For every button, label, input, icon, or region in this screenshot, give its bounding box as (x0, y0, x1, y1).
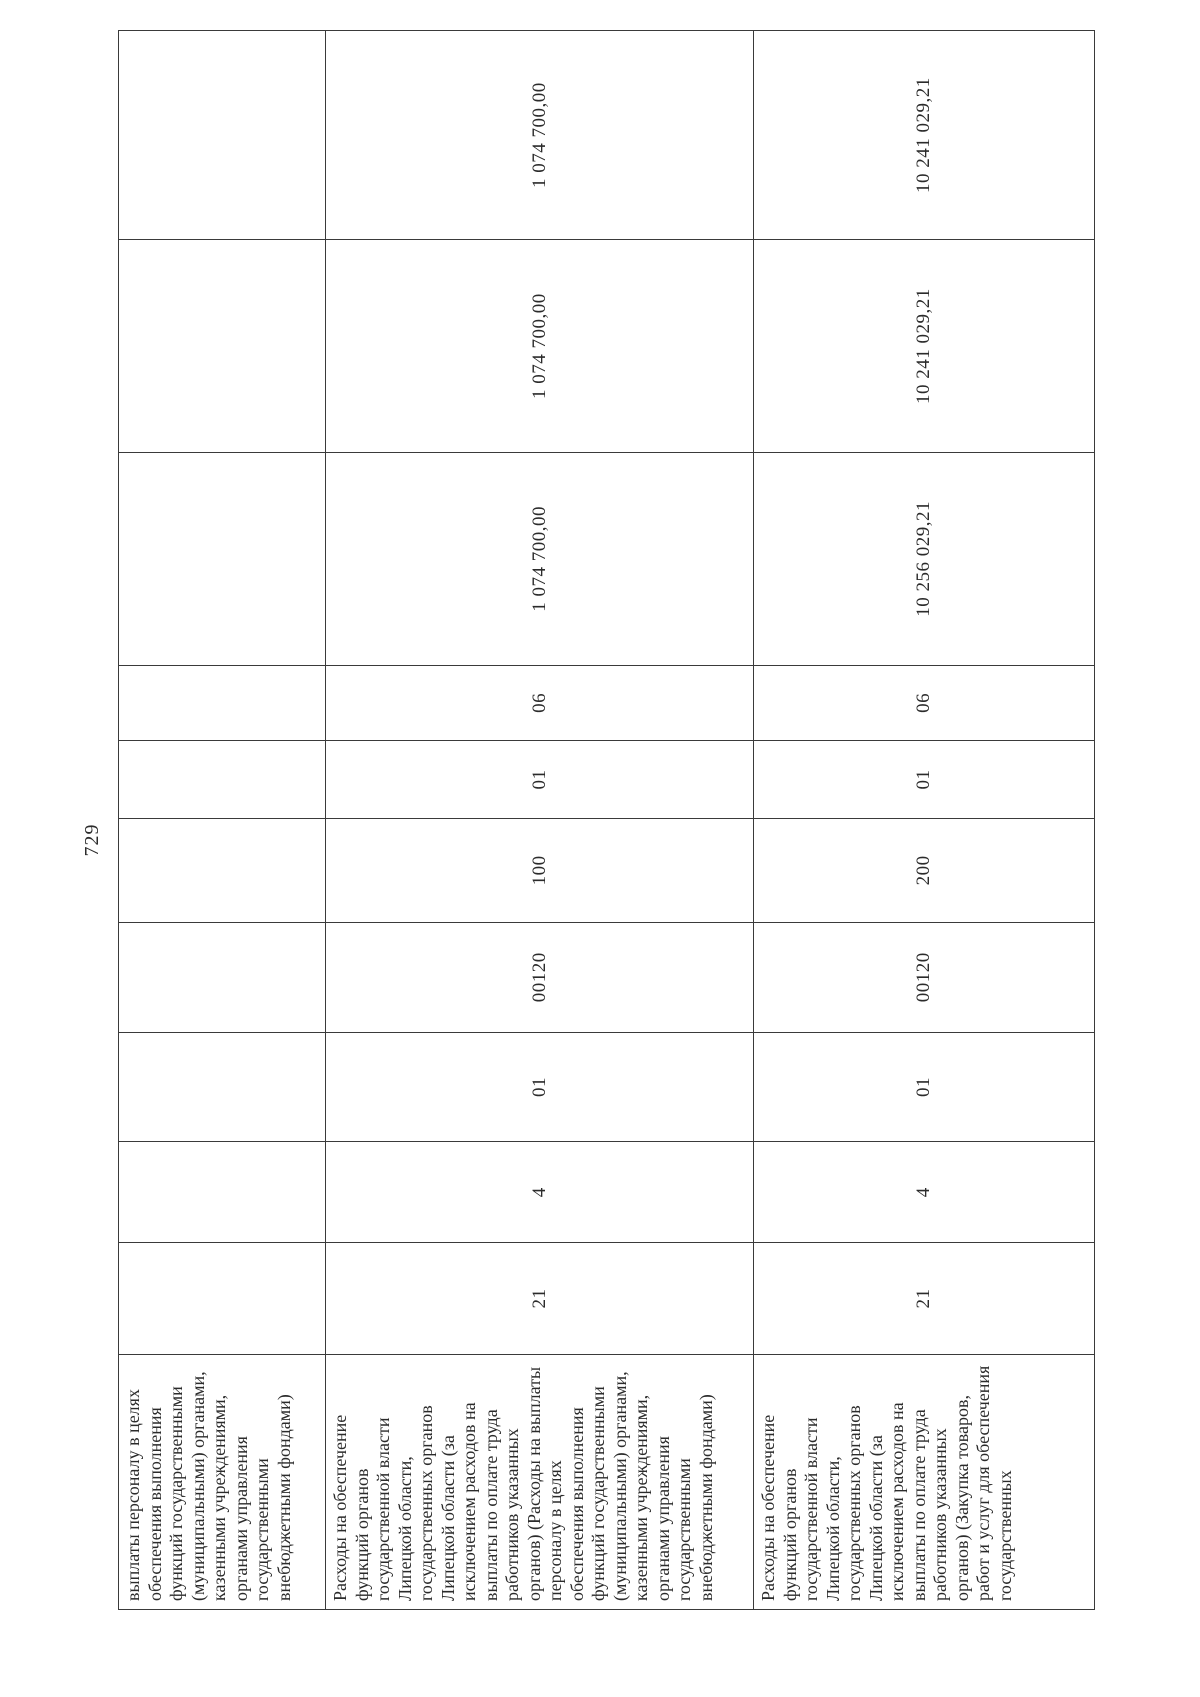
code-cell: 100 (326, 818, 754, 922)
code-cell: 00120 (326, 922, 754, 1032)
code-cell: 00120 (754, 922, 1095, 1032)
code-cell (119, 1242, 326, 1354)
rotated-table-container (118, 30, 1094, 1610)
amount-cell: 1 074 700,00 (326, 31, 754, 240)
amount-cell: 10 241 029,21 (754, 240, 1095, 453)
code-cell (119, 1032, 326, 1142)
page-number: 729 (81, 823, 103, 857)
amount-cell (119, 240, 326, 453)
amount-cell (119, 31, 326, 240)
code-cell (119, 818, 326, 922)
budget-table (118, 30, 1095, 1610)
code-cell: 01 (326, 1032, 754, 1142)
row-description: Расходы на обеспечение функций органов государственной власти Липецкой области, государственных органов Липецкой области (за исключением расходов на выплаты по оплате труда работников указанных органов) (Расходы на выплаты персоналу в целях обеспечения выполнения функций государственными (муниципальными) органами, казенными учреждениями, органами управления государственными внебюджетными фондами) (326, 1355, 754, 1610)
amount-cell (119, 452, 326, 665)
code-cell (119, 665, 326, 740)
table-row (119, 31, 326, 1610)
code-cell: 06 (754, 665, 1095, 740)
table-row (326, 31, 754, 1610)
code-cell (119, 741, 326, 819)
code-cell: 01 (754, 1032, 1095, 1142)
code-cell: 01 (326, 741, 754, 819)
code-cell: 4 (326, 1142, 754, 1243)
row-description: выплаты персоналу в целях обеспечения выполнения функций государственными (муниципальными) органами, казенными учреждениями, органами управления государственными внебюджетными фондами) (119, 1355, 326, 1610)
code-cell: 01 (754, 741, 1095, 819)
code-cell: 200 (754, 818, 1095, 922)
code-cell: 21 (326, 1242, 754, 1354)
code-cell: 21 (754, 1242, 1095, 1354)
code-cell (119, 922, 326, 1032)
amount-cell: 10 256 029,21 (754, 452, 1095, 665)
code-cell: 06 (326, 665, 754, 740)
amount-cell: 10 241 029,21 (754, 31, 1095, 240)
table-row (754, 31, 1095, 1610)
amount-cell: 1 074 700,00 (326, 240, 754, 453)
code-cell (119, 1142, 326, 1243)
row-description: Расходы на обеспечение функций органов государственной власти Липецкой области, государственных органов Липецкой области (за исключением расходов на выплаты по оплате труда работников указанных органов) (Закупка товаров, работ и услуг для обеспечения государственных (754, 1355, 1095, 1610)
code-cell: 4 (754, 1142, 1095, 1243)
amount-cell: 1 074 700,00 (326, 452, 754, 665)
